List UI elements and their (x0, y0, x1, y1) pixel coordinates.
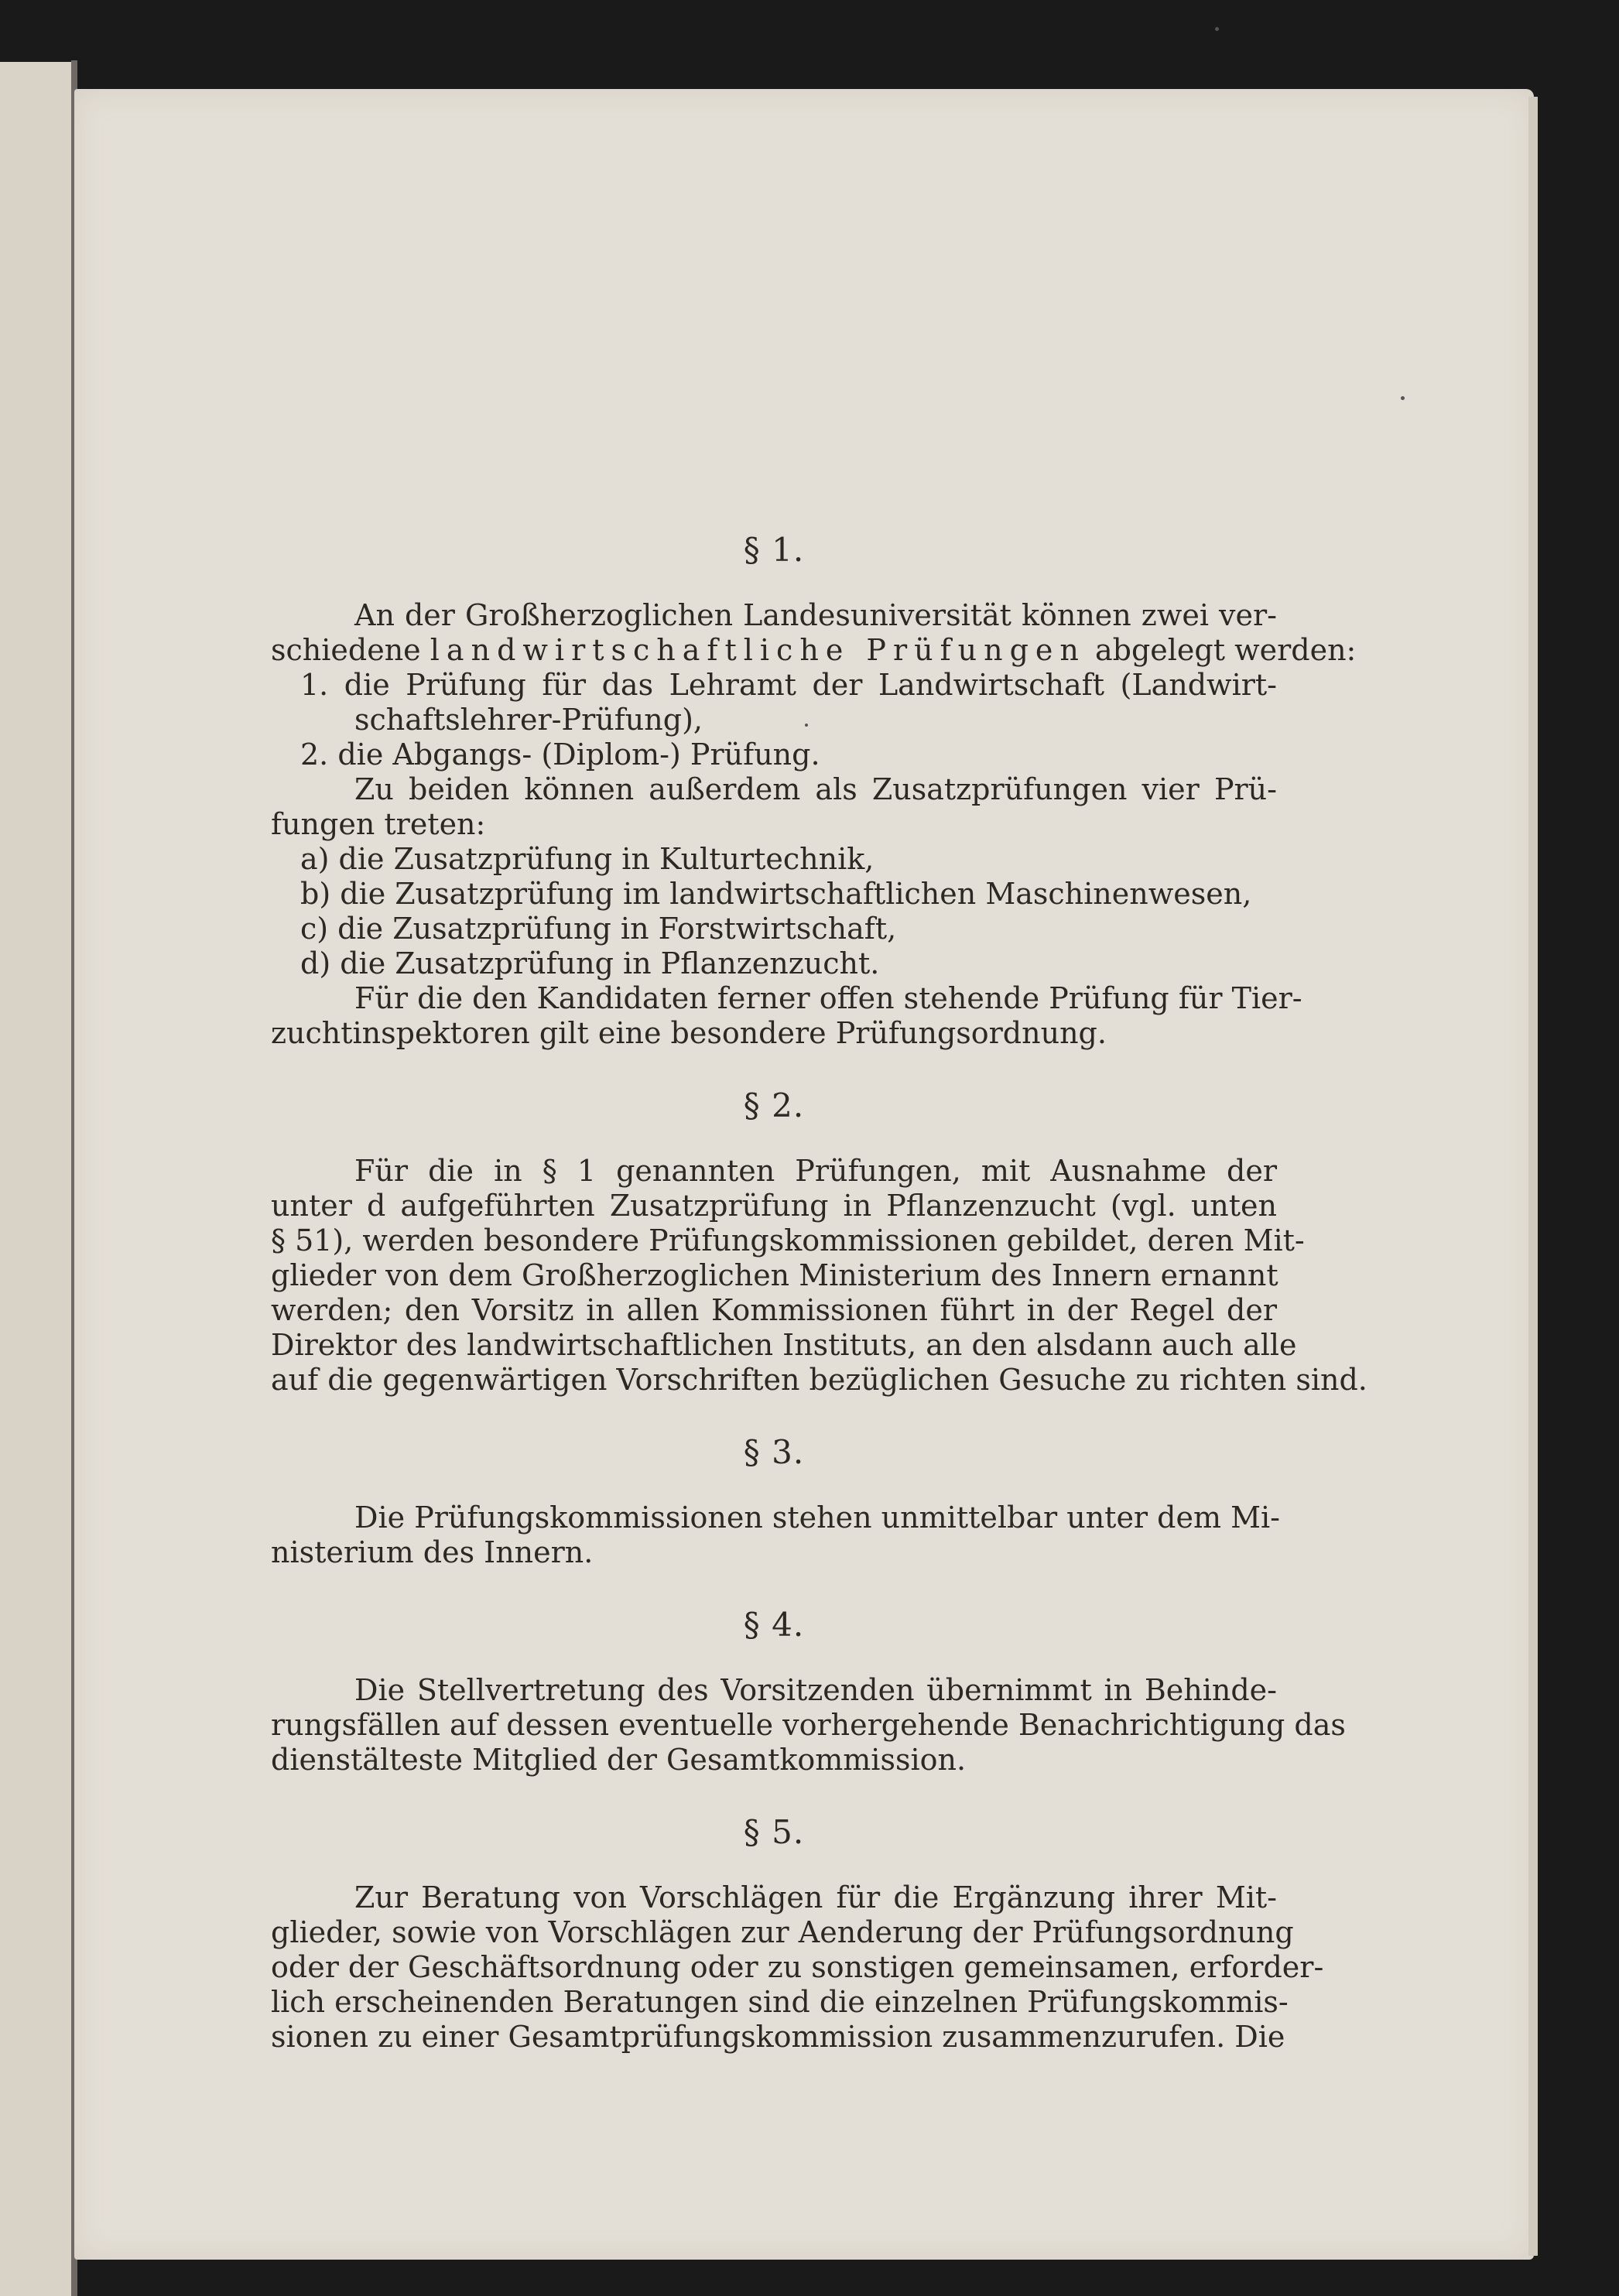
text-fragment: schiedene (271, 633, 421, 667)
text-line: glieder von dem Großherzoglichen Ministerium des Innern ernannt (271, 1258, 1278, 1292)
text-line (271, 633, 1357, 668)
dust-speck (1215, 27, 1219, 31)
list-item: 1. die Prüfung für das Lehramt der Landwirtschaft (Landwirt- (300, 668, 1277, 702)
text-line: werden; den Vorsitz in allen Kommissionen führt in der Regel der (271, 1293, 1277, 1327)
text-line: Zur Beratung von Vorschlägen für die Ergänzung ihrer Mit- (354, 1880, 1277, 1914)
text-line: nisterium des Innern. (271, 1535, 594, 1569)
dust-speck (805, 724, 808, 727)
section-heading-2: § 2. (743, 1086, 805, 1124)
list-item: a) die Zusatzprüfung in Kulturtechnik, (300, 842, 875, 876)
section-heading-5: § 5. (743, 1813, 805, 1851)
text-line: Die Prüfungskommissionen stehen unmittelbar unter dem Mi- (354, 1500, 1280, 1535)
text-line: glieder, sowie von Vorschlägen zur Aenderung der Prüfungsordnung (271, 1915, 1294, 1949)
text-line: An der Großherzoglichen Landesuniversität können zwei ver- (354, 598, 1277, 632)
text-line: unter d aufgeführten Zusatzprüfung in Pflanzenzucht (vgl. unten (271, 1189, 1277, 1223)
text-line: oder der Geschäftsordnung oder zu sonstigen gemeinsamen, erforder- (271, 1950, 1324, 1984)
spaced-emphasis: landwirtschaftliche Prüfungen (430, 633, 1086, 667)
text-line: Direktor des landwirtschaftlichen Instituts, an den alsdann auch alle (271, 1328, 1297, 1362)
dust-speck (1401, 396, 1405, 400)
list-item: c) die Zusatzprüfung in Forstwirtschaft, (300, 912, 897, 946)
page-text (271, 531, 1367, 2055)
list-item-continuation: schaftslehrer-Prüfung), (354, 703, 703, 737)
text-line: auf die gegenwärtigen Vorschriften bezüglichen Gesuche zu richten sind. (271, 1363, 1367, 1397)
text-line: dienstälteste Mitglied der Gesamtkommission. (271, 1743, 967, 1777)
text-line: sionen zu einer Gesamtprüfungskommission zusammenzurufen. Die (271, 2020, 1285, 2054)
text-line: zuchtinspektoren gilt eine besondere Prüfungsordnung. (271, 1016, 1107, 1050)
section-heading-1: § 1. (743, 531, 805, 569)
text-line: fungen treten: (271, 807, 486, 841)
list-item: b) die Zusatzprüfung im landwirtschaftlichen Maschinenwesen, (300, 877, 1252, 911)
text-line: rungsfällen auf dessen eventuelle vorhergehende Benachrichtigung das (271, 1708, 1346, 1742)
section-heading-4: § 4. (743, 1606, 805, 1644)
text-line: Für die den Kandidaten ferner offen stehende Prüfung für Tier- (354, 981, 1302, 1015)
text-line: Die Stellvertretung des Vorsitzenden übernimmt in Behinde- (354, 1673, 1277, 1707)
page-edge (1528, 97, 1538, 2256)
text-line: lich erscheinenden Beratungen sind die einzelnen Prüfungskommis- (271, 1985, 1289, 2019)
facing-page-edge (0, 62, 74, 2296)
text-line: § 51), werden besondere Prüfungskommissionen gebildet, deren Mit- (271, 1223, 1305, 1257)
text-fragment: abgelegt werden: (1094, 633, 1357, 667)
list-item: 2. die Abgangs- (Diplom-) Prüfung. (300, 737, 820, 772)
text-line: Zu beiden können außerdem als Zusatzprüfungen vier Prü- (354, 772, 1277, 806)
text-line: Für die in § 1 genannten Prüfungen, mit Ausnahme der (354, 1154, 1277, 1188)
section-heading-3: § 3. (743, 1433, 805, 1471)
list-item: d) die Zusatzprüfung in Pflanzenzucht. (300, 946, 880, 980)
